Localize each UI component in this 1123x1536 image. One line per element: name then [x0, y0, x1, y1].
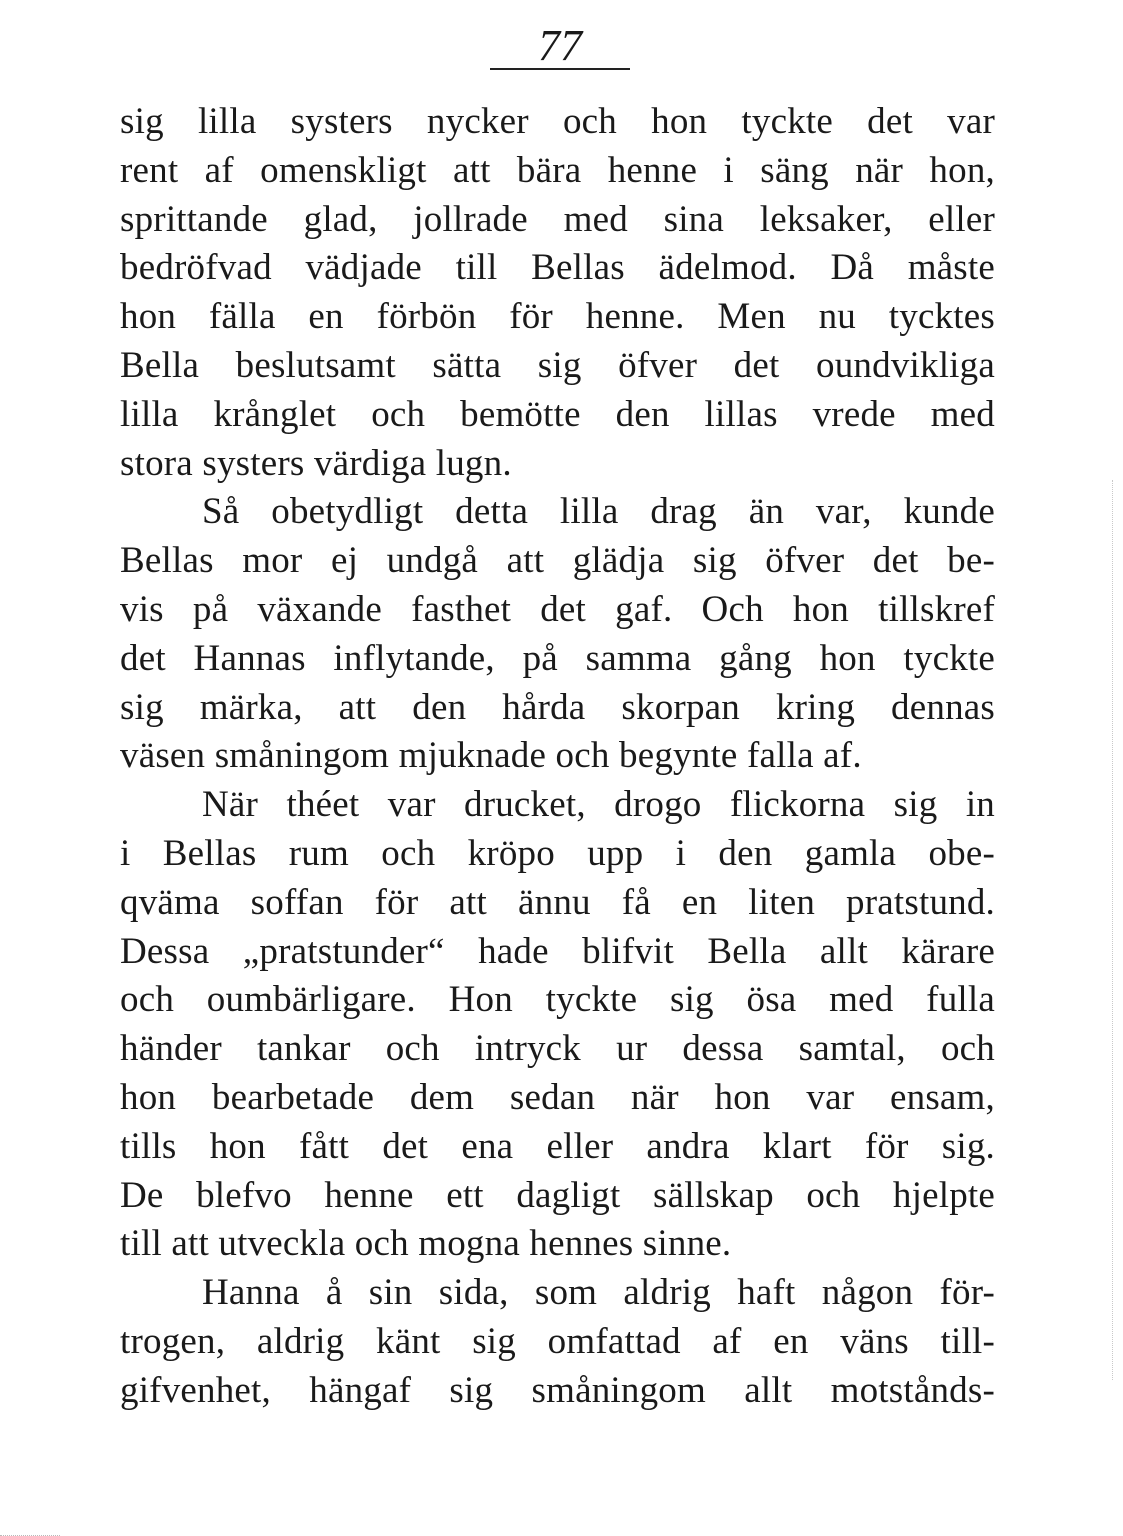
- text-line: vis på växande fasthet det gaf. Och hon tillskref: [120, 588, 995, 630]
- text-line: När théet var drucket, drogo flickorna sig in: [202, 784, 995, 826]
- body-text: [120, 98, 995, 1416]
- text-line: till att utveckla och mogna hennes sinne.: [120, 1223, 732, 1265]
- text-line: Dessa „pratstunder“ hade blifvit Bella allt kärare: [120, 930, 995, 972]
- text-line: händer tankar och intryck ur dessa samtal, och: [120, 1028, 995, 1070]
- scan-edge-mark: [1112, 480, 1115, 1380]
- text-line: Bellas mor ej undgå att glädja sig öfver det be-: [120, 540, 995, 582]
- page-number-rule: [490, 68, 630, 70]
- text-line: qväma soffan för att ännu få en liten pratstund.: [120, 881, 995, 923]
- text-line: lilla krånglet och bemötte den lillas vrede med: [120, 393, 995, 435]
- text-line: och oumbärligare. Hon tyckte sig ösa med fulla: [120, 979, 995, 1021]
- paragraph: [120, 488, 995, 781]
- text-line: Bella beslutsamt sätta sig öfver det oundvikliga: [120, 344, 995, 386]
- text-line: rent af omenskligt att bära henne i säng när hon,: [120, 149, 995, 191]
- text-line: stora systers värdiga lugn.: [120, 442, 512, 484]
- paragraph: [120, 781, 995, 1269]
- paragraph: [120, 98, 995, 488]
- text-line: hon bearbetade dem sedan när hon var ensam,: [120, 1076, 995, 1118]
- text-line: hon fälla en förbön för henne. Men nu tycktes: [120, 296, 995, 338]
- text-line: gifvenhet, hängaf sig småningom allt motstånds-: [120, 1369, 995, 1411]
- text-line: tills hon fått det ena eller andra klart för sig.: [120, 1125, 995, 1167]
- text-line: Så obetydligt detta lilla drag än var, kunde: [202, 491, 995, 533]
- text-line: Hanna å sin sida, som aldrig haft någon för-: [202, 1272, 995, 1314]
- text-line: bedröfvad vädjade till Bellas ädelmod. Då måste: [120, 247, 995, 289]
- text-line: sig märka, att den hårda skorpan kring dennas: [120, 686, 995, 728]
- paragraph: [120, 1269, 995, 1415]
- text-line: väsen småningom mjuknade och begynte falla af.: [120, 735, 862, 777]
- text-line: i Bellas rum och kröpo upp i den gamla obe-: [120, 832, 995, 874]
- text-line: sig lilla systers nycker och hon tyckte det var: [120, 101, 995, 142]
- text-line: det Hannas inflytande, på samma gång hon tyckte: [120, 637, 995, 679]
- text-line: trogen, aldrig känt sig omfattad af en väns till-: [120, 1320, 995, 1362]
- page-number: 77: [538, 21, 582, 70]
- text-line: De blefvo henne ett dagligt sällskap och hjelpte: [120, 1174, 995, 1216]
- text-line: sprittande glad, jollrade med sina leksaker, eller: [120, 198, 995, 240]
